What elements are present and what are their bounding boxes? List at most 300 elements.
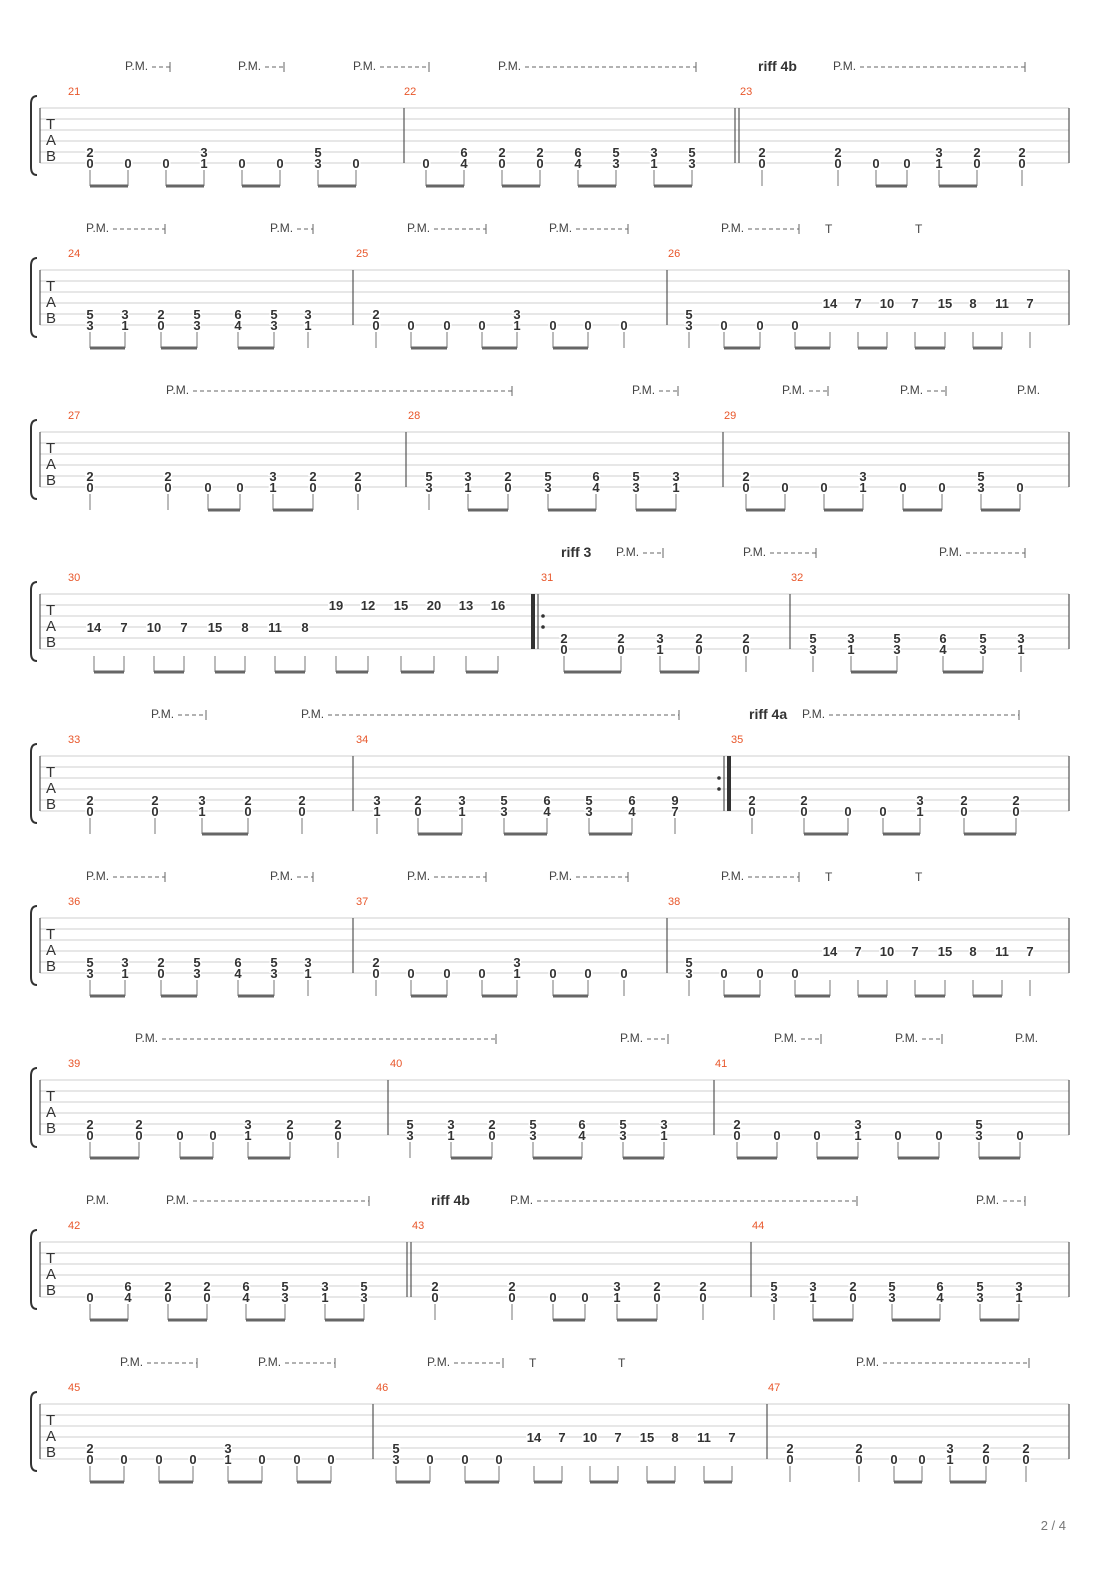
fret-number: 3 — [650, 145, 658, 160]
fret-number: 0 — [86, 480, 94, 495]
fret-number: 3 — [121, 307, 129, 322]
fret-number: 6 — [592, 469, 600, 484]
fret-number: 0 — [157, 966, 165, 981]
fret-number: 2 — [1022, 1441, 1030, 1456]
fret-number: 5 — [392, 1441, 400, 1456]
fret-number: 3 — [314, 156, 322, 171]
fret-number: 4 — [124, 1290, 132, 1305]
fret-number: 1 — [121, 318, 129, 333]
fret-number: 0 — [443, 318, 451, 333]
palm-mute-label: P.M. — [510, 1193, 534, 1207]
fret-number: 0 — [478, 318, 486, 333]
fret-number: 3 — [513, 307, 521, 322]
fret-number: 2 — [86, 469, 94, 484]
fret-number: 2 — [372, 307, 380, 322]
fret-number: 0 — [238, 156, 246, 171]
fret-number: 0 — [973, 156, 981, 171]
tab-clef-letter: B — [46, 310, 57, 327]
palm-mute-label: P.M. — [1015, 1031, 1039, 1045]
fret-number: 10 — [146, 620, 162, 635]
fret-number: 3 — [270, 966, 278, 981]
fret-number: 0 — [894, 1128, 902, 1143]
fret-number: 15 — [639, 1430, 655, 1445]
fret-number: 3 — [200, 145, 208, 160]
fret-number: 3 — [809, 1279, 817, 1294]
fret-number: 1 — [269, 480, 277, 495]
fret-number: 4 — [242, 1290, 250, 1305]
fret-number: 6 — [234, 955, 242, 970]
fret-number: 0 — [478, 966, 486, 981]
fret-number: 9 — [671, 793, 679, 808]
fret-number: 6 — [242, 1279, 250, 1294]
fret-number: 0 — [422, 156, 430, 171]
measure-number: 42 — [68, 1220, 81, 1232]
palm-mute-label: P.M. — [125, 59, 149, 73]
fret-number: 3 — [976, 1290, 984, 1305]
fret-number: 2 — [244, 793, 252, 808]
measure-number: 46 — [376, 1382, 389, 1394]
fret-number: 3 — [406, 1128, 414, 1143]
fret-number: 0 — [742, 642, 750, 657]
measure-number: 35 — [731, 734, 744, 746]
measure-number: 45 — [68, 1382, 81, 1394]
system-brace — [31, 1068, 37, 1147]
fret-number: 0 — [414, 804, 422, 819]
fret-number: 1 — [198, 804, 206, 819]
fret-number: 2 — [504, 469, 512, 484]
fret-number: 0 — [879, 804, 887, 819]
fret-number: 7 — [671, 804, 679, 819]
measure-number: 31 — [541, 572, 554, 584]
page-number: 2 / 4 — [1040, 1518, 1066, 1533]
fret-number: 2 — [431, 1279, 439, 1294]
fret-number: 2 — [164, 469, 172, 484]
fret-number: 0 — [844, 804, 852, 819]
palm-mute-label: P.M. — [407, 221, 431, 235]
tap-marker: T — [825, 222, 833, 236]
palm-mute-label: P.M. — [86, 221, 110, 235]
fret-number: 0 — [327, 1452, 335, 1467]
fret-number: 5 — [544, 469, 552, 484]
fret-number: 3 — [193, 966, 201, 981]
fret-number: 3 — [86, 318, 94, 333]
fret-number: 4 — [578, 1128, 586, 1143]
fret-number: 0 — [354, 480, 362, 495]
palm-mute-label: P.M. — [120, 1355, 144, 1369]
system-brace — [31, 96, 37, 175]
measure-number: 34 — [356, 734, 369, 746]
fret-number: 11 — [995, 296, 1009, 311]
fret-number: 1 — [513, 966, 521, 981]
fret-number: 2 — [86, 1117, 94, 1132]
fret-number: 0 — [756, 966, 764, 981]
fret-number: 2 — [536, 145, 544, 160]
fret-number: 0 — [620, 318, 628, 333]
fret-number: 5 — [86, 307, 94, 322]
fret-number: 0 — [849, 1290, 857, 1305]
fret-number: 2 — [758, 145, 766, 160]
fret-number: 0 — [189, 1452, 197, 1467]
fret-number: 0 — [800, 804, 808, 819]
fret-number: 1 — [373, 804, 381, 819]
fret-number: 7 — [728, 1430, 736, 1445]
fret-number: 12 — [360, 598, 376, 613]
fret-number: 0 — [176, 1128, 184, 1143]
fret-number: 3 — [198, 793, 206, 808]
fret-number: 0 — [151, 804, 159, 819]
fret-number: 1 — [321, 1290, 329, 1305]
fret-number: 7 — [180, 620, 188, 635]
fret-number: 3 — [304, 307, 312, 322]
fret-number: 5 — [977, 469, 985, 484]
fret-number: 1 — [916, 804, 924, 819]
measure-number: 29 — [724, 410, 737, 422]
tab-system — [31, 1031, 1069, 1158]
fret-number: 2 — [135, 1117, 143, 1132]
tab-clef-letter: A — [46, 942, 57, 959]
fret-number: 6 — [578, 1117, 586, 1132]
fret-number: 4 — [936, 1290, 944, 1305]
fret-number: 0 — [748, 804, 756, 819]
fret-number: 14 — [86, 620, 102, 635]
fret-number: 2 — [973, 145, 981, 160]
measure-number: 25 — [356, 248, 369, 260]
fret-number: 7 — [558, 1430, 566, 1445]
fret-number: 0 — [903, 156, 911, 171]
palm-mute-label: P.M. — [620, 1031, 644, 1045]
fret-number: 16 — [490, 598, 506, 613]
fret-number: 1 — [847, 642, 855, 657]
fret-number: 5 — [888, 1279, 896, 1294]
fret-number: 3 — [121, 955, 129, 970]
fret-number: 0 — [203, 1290, 211, 1305]
tab-clef-letter: B — [46, 472, 57, 489]
fret-number: 6 — [939, 631, 947, 646]
fret-number: 2 — [695, 631, 703, 646]
repeat-dot — [541, 614, 545, 618]
fret-number: 0 — [617, 642, 625, 657]
palm-mute-label: P.M. — [802, 707, 826, 721]
fret-number: 0 — [236, 480, 244, 495]
fret-number: 0 — [162, 156, 170, 171]
fret-number: 1 — [859, 480, 867, 495]
fret-number: 3 — [529, 1128, 537, 1143]
palm-mute-label: P.M. — [632, 383, 656, 397]
tab-clef-letter: T — [46, 764, 56, 781]
fret-number: 5 — [979, 631, 987, 646]
fret-number: 1 — [672, 480, 680, 495]
fret-number: 3 — [979, 642, 987, 657]
fret-number: 0 — [298, 804, 306, 819]
fret-number: 3 — [672, 469, 680, 484]
fret-number: 2 — [617, 631, 625, 646]
tab-clef-letter: B — [46, 1120, 57, 1137]
fret-number: 1 — [660, 1128, 668, 1143]
repeat-dot — [717, 776, 721, 780]
fret-number: 3 — [935, 145, 943, 160]
system-brace — [31, 420, 37, 499]
fret-number: 2 — [742, 631, 750, 646]
fret-number: 0 — [756, 318, 764, 333]
palm-mute-label: P.M. — [616, 545, 640, 559]
fret-number: 0 — [407, 318, 415, 333]
fret-number: 5 — [529, 1117, 537, 1132]
measure-number: 26 — [668, 248, 681, 260]
fret-number: 2 — [786, 1441, 794, 1456]
tab-clef-letter: A — [46, 1428, 57, 1445]
palm-mute-label: P.M. — [86, 869, 110, 883]
fret-number: 0 — [508, 1290, 516, 1305]
palm-mute-label: P.M. — [270, 221, 294, 235]
fret-number: 7 — [614, 1430, 622, 1445]
fret-number: 3 — [269, 469, 277, 484]
fret-number: 6 — [234, 307, 242, 322]
fret-number: 0 — [549, 1290, 557, 1305]
fret-number: 0 — [742, 480, 750, 495]
repeat-start-barline — [531, 594, 535, 649]
system-brace — [31, 582, 37, 661]
fret-number: 0 — [488, 1128, 496, 1143]
fret-number: 5 — [685, 955, 693, 970]
fret-number: 1 — [1015, 1290, 1023, 1305]
tab-clef-letter: B — [46, 796, 57, 813]
fret-number: 2 — [699, 1279, 707, 1294]
fret-number: 3 — [688, 156, 696, 171]
fret-number: 5 — [270, 955, 278, 970]
fret-number: 3 — [544, 480, 552, 495]
tap-marker: T — [618, 1356, 626, 1370]
fret-number: 2 — [1018, 145, 1026, 160]
fret-number: 3 — [946, 1441, 954, 1456]
fret-number: 0 — [120, 1452, 128, 1467]
fret-number: 2 — [203, 1279, 211, 1294]
tab-system — [31, 706, 1069, 834]
fret-number: 0 — [1018, 156, 1026, 171]
fret-number: 0 — [293, 1452, 301, 1467]
fret-number: 1 — [224, 1452, 232, 1467]
fret-number: 0 — [276, 156, 284, 171]
fret-number: 0 — [86, 1128, 94, 1143]
fret-number: 3 — [193, 318, 201, 333]
palm-mute-label: P.M. — [549, 869, 573, 883]
fret-number: 11 — [995, 944, 1009, 959]
fret-number: 3 — [373, 793, 381, 808]
fret-number: 0 — [407, 966, 415, 981]
system-brace — [31, 906, 37, 985]
tab-clef-letter: B — [46, 958, 57, 975]
riff-label: riff 4b — [758, 58, 797, 74]
fret-number: 2 — [157, 307, 165, 322]
fret-number: 0 — [584, 966, 592, 981]
fret-number: 3 — [770, 1290, 778, 1305]
palm-mute-label: P.M. — [721, 869, 745, 883]
fret-number: 0 — [244, 804, 252, 819]
measure-number: 23 — [740, 86, 753, 98]
fret-number: 3 — [656, 631, 664, 646]
tab-clef-letter: T — [46, 602, 56, 619]
fret-number: 2 — [960, 793, 968, 808]
fret-number: 0 — [86, 156, 94, 171]
fret-number: 1 — [464, 480, 472, 495]
fret-number: 3 — [513, 955, 521, 970]
fret-number: 1 — [935, 156, 943, 171]
riff-label: riff 3 — [561, 544, 592, 560]
repeat-end-barline — [727, 756, 731, 811]
fret-number: 0 — [982, 1452, 990, 1467]
fret-number: 6 — [543, 793, 551, 808]
repeat-dot — [717, 787, 721, 791]
palm-mute-label: P.M. — [939, 545, 963, 559]
fret-number: 0 — [549, 318, 557, 333]
fret-number: 0 — [124, 156, 132, 171]
fret-number: 5 — [585, 793, 593, 808]
tab-clef-letter: B — [46, 1282, 57, 1299]
fret-number: 0 — [872, 156, 880, 171]
system-brace — [31, 1392, 37, 1471]
fret-number: 0 — [834, 156, 842, 171]
palm-mute-label: P.M. — [774, 1031, 798, 1045]
palm-mute-label: P.M. — [743, 545, 767, 559]
tab-clef-letter: A — [46, 1104, 57, 1121]
palm-mute-label: P.M. — [135, 1031, 159, 1045]
palm-mute-label: P.M. — [270, 869, 294, 883]
fret-number: 5 — [976, 1279, 984, 1294]
fret-number: 8 — [241, 620, 249, 635]
fret-number: 15 — [937, 944, 953, 959]
fret-number: 0 — [164, 1290, 172, 1305]
palm-mute-label: P.M. — [166, 383, 190, 397]
fret-number: 8 — [301, 620, 309, 635]
fret-number: 4 — [939, 642, 947, 657]
fret-number: 2 — [334, 1117, 342, 1132]
fret-number: 0 — [286, 1128, 294, 1143]
fret-number: 20 — [426, 598, 442, 613]
fret-number: 3 — [613, 1279, 621, 1294]
fret-number: 5 — [193, 955, 201, 970]
fret-number: 0 — [1016, 480, 1024, 495]
fret-number: 0 — [758, 156, 766, 171]
fret-number: 0 — [695, 642, 703, 657]
fret-number: 3 — [500, 804, 508, 819]
fret-number: 1 — [656, 642, 664, 657]
repeat-dot — [541, 625, 545, 629]
fret-number: 5 — [360, 1279, 368, 1294]
fret-number: 7 — [911, 296, 919, 311]
fret-number: 4 — [234, 966, 242, 981]
fret-number: 2 — [164, 1279, 172, 1294]
fret-number: 3 — [270, 318, 278, 333]
system-brace — [31, 258, 37, 337]
tab-system — [31, 869, 1069, 996]
fret-number: 5 — [500, 793, 508, 808]
fret-number: 0 — [653, 1290, 661, 1305]
fret-number: 14 — [822, 296, 838, 311]
fret-number: 0 — [1016, 1128, 1024, 1143]
fret-number: 0 — [855, 1452, 863, 1467]
fret-number: 5 — [619, 1117, 627, 1132]
fret-number: 0 — [786, 1452, 794, 1467]
fret-number: 0 — [720, 318, 728, 333]
fret-number: 0 — [352, 156, 360, 171]
fret-number: 0 — [334, 1128, 342, 1143]
fret-number: 0 — [791, 318, 799, 333]
tab-clef-letter: B — [46, 634, 57, 651]
fret-number: 5 — [406, 1117, 414, 1132]
measure-number: 33 — [68, 734, 81, 746]
fret-number: 11 — [268, 620, 282, 635]
fret-number: 1 — [304, 966, 312, 981]
system-brace — [31, 744, 37, 823]
fret-number: 3 — [660, 1117, 668, 1132]
tab-clef-letter: T — [46, 116, 56, 133]
tab-clef-letter: B — [46, 148, 57, 165]
palm-mute-label: P.M. — [427, 1355, 451, 1369]
fret-number: 5 — [632, 469, 640, 484]
measure-number: 32 — [791, 572, 804, 584]
system-brace — [31, 1230, 37, 1309]
fret-number: 0 — [86, 804, 94, 819]
fret-number: 2 — [86, 793, 94, 808]
fret-number: 0 — [1012, 804, 1020, 819]
fret-number: 2 — [508, 1279, 516, 1294]
palm-mute-label: P.M. — [721, 221, 745, 235]
fret-number: 14 — [526, 1430, 542, 1445]
fret-number: 3 — [244, 1117, 252, 1132]
fret-number: 2 — [653, 1279, 661, 1294]
fret-number: 15 — [207, 620, 223, 635]
fret-number: 0 — [461, 1452, 469, 1467]
fret-number: 3 — [321, 1279, 329, 1294]
measure-number: 36 — [68, 896, 81, 908]
fret-number: 0 — [86, 1452, 94, 1467]
fret-number: 3 — [585, 804, 593, 819]
tab-clef-letter: T — [46, 1250, 56, 1267]
fret-number: 1 — [1017, 642, 1025, 657]
fret-number: 0 — [372, 966, 380, 981]
measure-number: 24 — [68, 248, 81, 260]
fret-number: 5 — [612, 145, 620, 160]
fret-number: 14 — [822, 944, 838, 959]
fret-number: 5 — [314, 145, 322, 160]
fret-number: 4 — [460, 156, 468, 171]
fret-number: 0 — [820, 480, 828, 495]
tab-clef-letter: A — [46, 294, 57, 311]
fret-number: 8 — [969, 296, 977, 311]
fret-number: 0 — [890, 1452, 898, 1467]
fret-number: 5 — [86, 955, 94, 970]
tap-marker: T — [915, 870, 923, 884]
fret-number: 2 — [86, 145, 94, 160]
tab-clef-letter: T — [46, 1088, 56, 1105]
fret-number: 0 — [443, 966, 451, 981]
fret-number: 2 — [849, 1279, 857, 1294]
fret-number: 3 — [1015, 1279, 1023, 1294]
fret-number: 2 — [834, 145, 842, 160]
fret-number: 0 — [204, 480, 212, 495]
fret-number: 3 — [975, 1128, 983, 1143]
fret-number: 5 — [193, 307, 201, 322]
fret-number: 0 — [426, 1452, 434, 1467]
fret-number: 2 — [151, 793, 159, 808]
fret-number: 0 — [733, 1128, 741, 1143]
measure-number: 39 — [68, 1058, 81, 1070]
fret-number: 2 — [855, 1441, 863, 1456]
fret-number: 3 — [392, 1452, 400, 1467]
tab-clef-letter: A — [46, 780, 57, 797]
fret-number: 0 — [938, 480, 946, 495]
fret-number: 6 — [628, 793, 636, 808]
fret-number: 4 — [628, 804, 636, 819]
